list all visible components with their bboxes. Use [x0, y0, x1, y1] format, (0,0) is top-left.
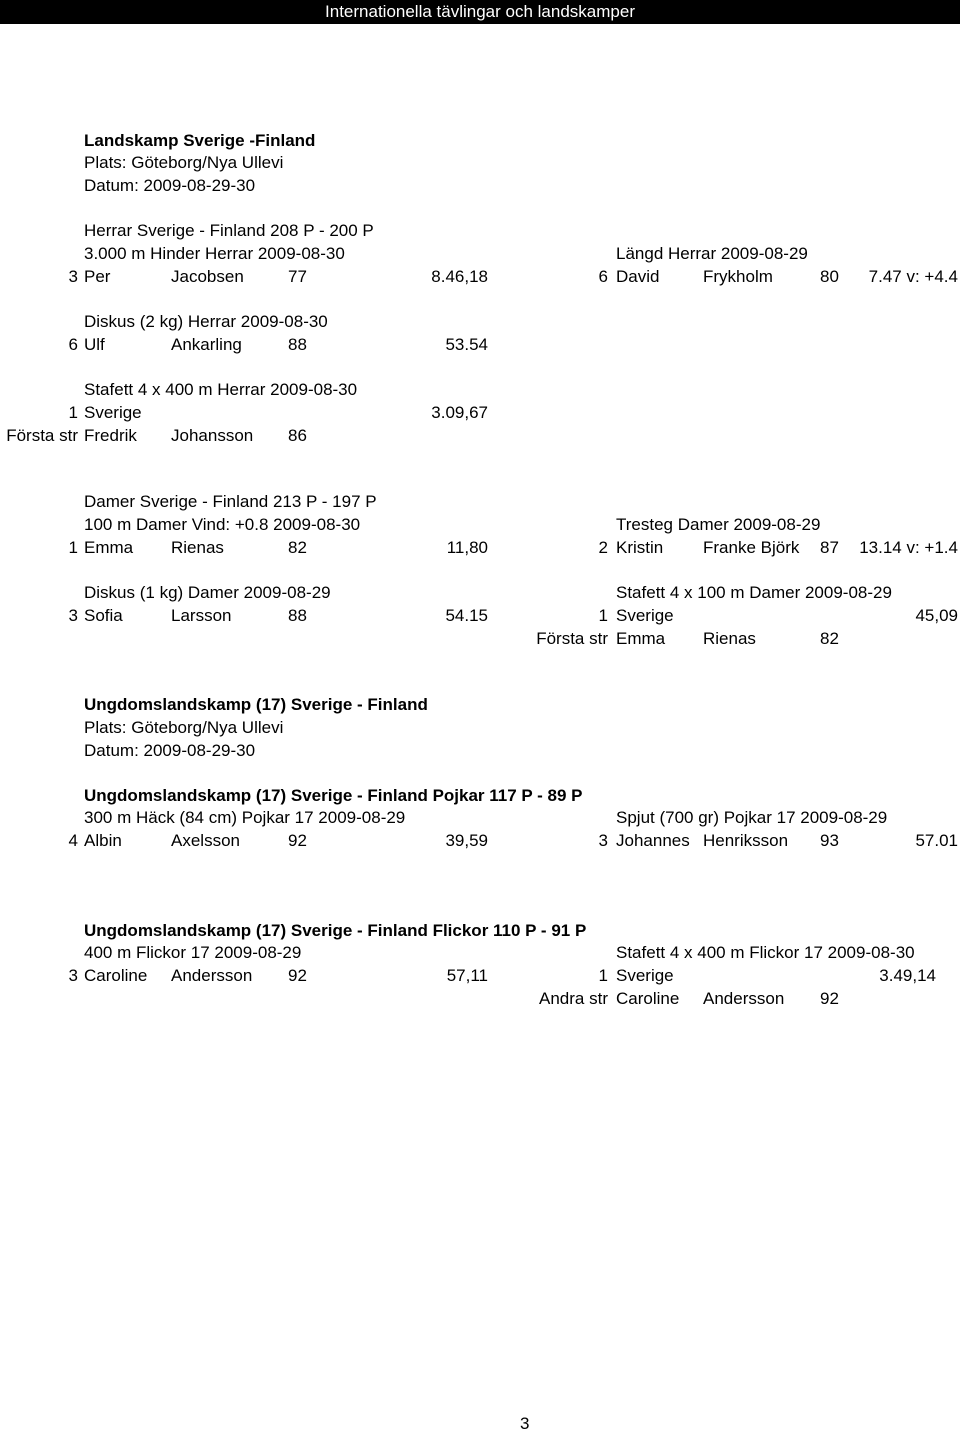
last-name: Andersson	[703, 989, 785, 1008]
result-value: 39,59	[445, 831, 488, 850]
leg-label: Andra str	[539, 989, 608, 1008]
team-score-header: Ungdomslandskamp (17) Sverige - Finland Pojkar 117 P - 89 P	[84, 786, 583, 805]
placing: 1	[598, 606, 608, 625]
placing: 3	[68, 966, 78, 985]
team-name: Sverige	[616, 606, 674, 625]
leg-label: Första str	[536, 629, 608, 648]
first-name: Emma	[84, 538, 134, 557]
first-name: Sofia	[84, 606, 123, 625]
event-header: Stafett 4 x 400 m Herrar 2009-08-30	[84, 380, 358, 399]
birth-year: 92	[820, 989, 839, 1008]
team-score-header: Ungdomslandskamp (17) Sverige - Finland Flickor 110 P - 91 P	[84, 921, 587, 940]
section-title: Landskamp Sverige -Finland	[84, 131, 316, 150]
event-header: Diskus (2 kg) Herrar 2009-08-30	[84, 312, 328, 331]
section-title: Ungdomslandskamp (17) Sverige - Finland	[84, 695, 428, 714]
first-name: Ulf	[84, 335, 105, 354]
placing: 4	[68, 831, 78, 850]
leg-label: Första str	[6, 426, 78, 445]
event-header: Tresteg Damer 2009-08-29	[616, 515, 821, 534]
event-header: 3.000 m Hinder Herrar 2009-08-30	[84, 244, 345, 263]
last-name: Johansson	[171, 426, 254, 445]
last-name: Axelsson	[171, 831, 240, 850]
result-value: 8.46,18	[431, 267, 488, 286]
birth-year: 82	[820, 629, 839, 648]
birth-year: 93	[820, 831, 839, 850]
team-name: Sverige	[84, 403, 142, 422]
header-title: Internationella tävlingar och landskamper	[325, 2, 635, 21]
last-name: Larsson	[171, 606, 232, 625]
birth-year: 92	[288, 831, 307, 850]
result-value: 7.47 v: +4.4	[868, 267, 958, 286]
team-name: Sverige	[616, 966, 674, 985]
last-name: Frykholm	[703, 267, 773, 286]
birth-year: 77	[288, 267, 307, 286]
last-name: Rienas	[171, 538, 224, 557]
first-name: David	[616, 267, 660, 286]
placing: 3	[68, 606, 78, 625]
first-name: Per	[84, 267, 111, 286]
placing: 3	[68, 267, 78, 286]
event-header: Spjut (700 gr) Pojkar 17 2009-08-29	[616, 808, 888, 827]
first-name: Caroline	[616, 989, 680, 1008]
last-name: Rienas	[703, 629, 756, 648]
last-name: Andersson	[171, 966, 253, 985]
placing: 1	[68, 538, 78, 557]
first-name: Kristin	[616, 538, 664, 557]
placing: 1	[68, 403, 78, 422]
event-header: 400 m Flickor 17 2009-08-29	[84, 943, 302, 962]
first-name: Fredrik	[84, 426, 137, 445]
birth-year: 92	[288, 966, 307, 985]
birth-year: 88	[288, 606, 307, 625]
first-name: Caroline	[84, 966, 148, 985]
event-header: Stafett 4 x 100 m Damer 2009-08-29	[616, 583, 892, 602]
birth-year: 82	[288, 538, 307, 557]
result-value: 54.15	[445, 606, 488, 625]
birth-year: 87	[820, 538, 839, 557]
first-name: Emma	[616, 629, 666, 648]
last-name: Jacobsen	[171, 267, 244, 286]
page-number: 3	[520, 1414, 530, 1433]
birth-year: 80	[820, 267, 839, 286]
result-value: 13.14 v: +1.4	[859, 538, 958, 557]
placing: 6	[598, 267, 608, 286]
date-text: Datum: 2009-08-29-30	[84, 741, 256, 760]
result-value: 45,09	[915, 606, 958, 625]
result-value: 57,11	[446, 966, 488, 985]
placing: 3	[598, 831, 608, 850]
first-name: Albin	[84, 831, 122, 850]
team-score-header: Damer Sverige - Finland 213 P - 197 P	[84, 492, 377, 511]
last-name: Henriksson	[703, 831, 789, 850]
team-score-header: Herrar Sverige - Finland 208 P - 200 P	[84, 221, 374, 240]
first-name: Johannes	[616, 831, 690, 850]
placing: 1	[598, 966, 608, 985]
result-value: 3.09,67	[431, 403, 488, 422]
last-name: Ankarling	[171, 335, 242, 354]
event-header: Längd Herrar 2009-08-29	[616, 244, 808, 263]
result-value: 53.54	[445, 335, 488, 354]
venue-text: Plats: Göteborg/Nya Ullevi	[84, 153, 284, 172]
result-value: 11,80	[446, 538, 488, 557]
placing: 2	[598, 538, 608, 557]
result-value: 57.01	[915, 831, 958, 850]
birth-year: 88	[288, 335, 307, 354]
last-name: Franke Björk	[703, 538, 800, 557]
birth-year: 86	[288, 426, 307, 445]
event-header: 100 m Damer Vind: +0.8 2009-08-30	[84, 515, 361, 534]
result-value: 3.49,14	[879, 966, 936, 985]
date-text: Datum: 2009-08-29-30	[84, 176, 256, 195]
event-header: Stafett 4 x 400 m Flickor 17 2009-08-30	[616, 943, 915, 962]
event-header: 300 m Häck (84 cm) Pojkar 17 2009-08-29	[84, 808, 406, 827]
venue-text: Plats: Göteborg/Nya Ullevi	[84, 718, 284, 737]
placing: 6	[68, 335, 78, 354]
page-header	[0, 0, 960, 24]
event-header: Diskus (1 kg) Damer 2009-08-29	[84, 583, 331, 602]
